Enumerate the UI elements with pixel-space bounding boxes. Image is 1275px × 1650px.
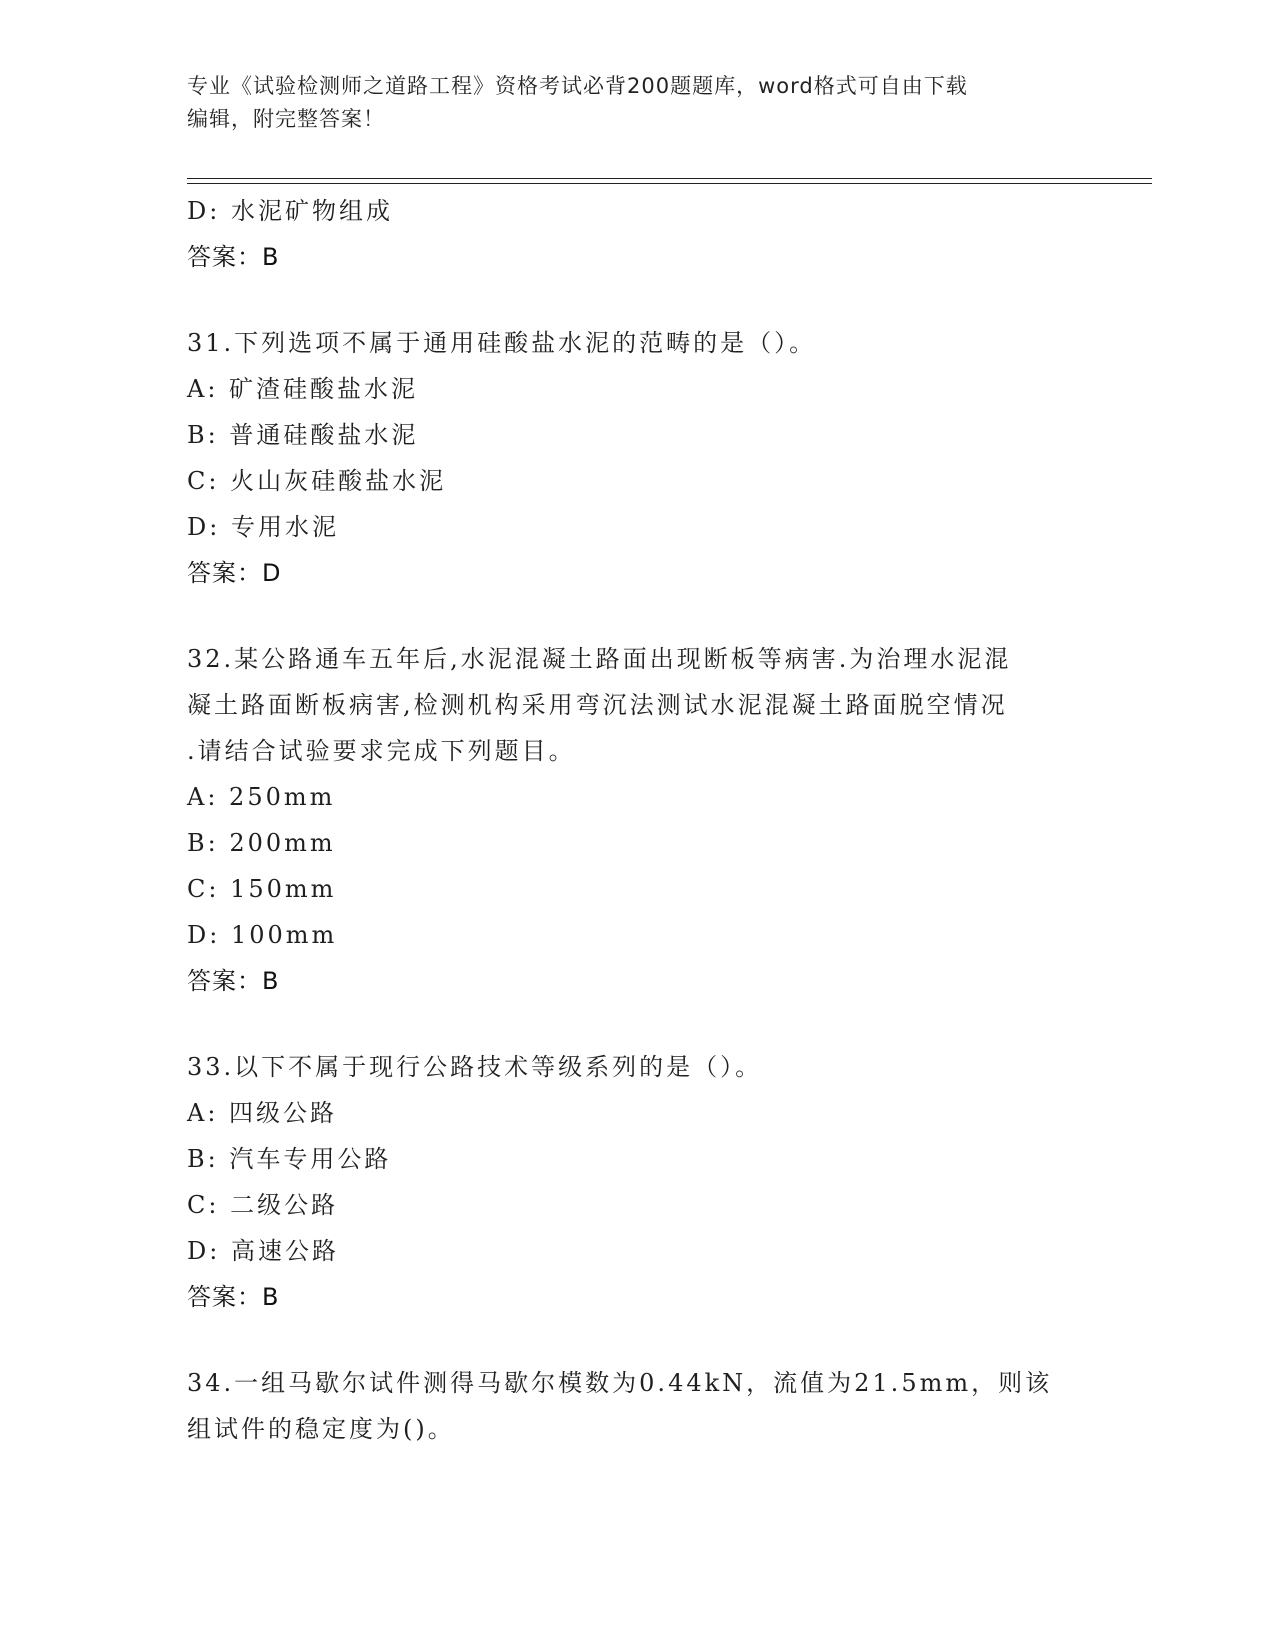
question-32-text-line3: .请结合试验要求完成下列题目。 [187, 737, 576, 765]
question-34 [187, 1360, 1087, 1452]
question-33-option-a: A: 四级公路 [187, 1099, 338, 1127]
document-header [187, 70, 1087, 136]
question-31 [187, 320, 1087, 596]
question-33-option-c: C: 二级公路 [187, 1191, 339, 1219]
prev-option-d: D: 水泥矿物组成 [187, 197, 393, 225]
question-34-text-line2: 组试件的稳定度为()。 [187, 1415, 455, 1443]
question-31-answer: 答案：D [187, 559, 282, 587]
question-32-text-line1: 32.某公路通车五年后,水泥混凝土路面出现断板等病害.为治理水泥混 [187, 645, 1012, 673]
question-31-option-a: A: 矿渣硅酸盐水泥 [187, 375, 419, 403]
question-32-option-a: A: 250mm [187, 783, 336, 811]
header-title-line2: 编辑，附完整答案！ [187, 107, 385, 131]
question-31-option-c: C: 火山灰硅酸盐水泥 [187, 467, 447, 495]
question-31-text: 31.下列选项不属于通用硅酸盐水泥的范畴的是（）。 [187, 329, 817, 357]
header-divider-bottom [187, 183, 1152, 184]
question-33-text: 33.以下不属于现行公路技术等级系列的是（）。 [187, 1053, 763, 1081]
question-list [187, 188, 1087, 1452]
question-33-answer: 答案：B [187, 1283, 280, 1311]
question-32-text-line2: 凝土路面断板病害,检测机构采用弯沉法测试水泥混凝土路面脱空情况 [187, 691, 1008, 719]
question-31-option-b: B: 普通硅酸盐水泥 [187, 421, 419, 449]
question-33-option-b: B: 汽车专用公路 [187, 1145, 392, 1173]
question-33 [187, 1044, 1087, 1320]
header-title-line1: 专业《试验检测师之道路工程》资格考试必背200题题库，word格式可自由下载 [187, 74, 968, 98]
question-34-text-line1: 34.一组马歇尔试件测得马歇尔模数为0.44kN，流值为21.5mm，则该 [187, 1369, 1053, 1397]
header-divider-top [187, 178, 1152, 179]
question-32-answer: 答案：B [187, 967, 280, 995]
question-32-option-c: C: 150mm [187, 875, 337, 903]
question-32-option-d: D: 100mm [187, 921, 338, 949]
question-32-option-b: B: 200mm [187, 829, 336, 857]
question-32 [187, 636, 1087, 1004]
prev-answer: 答案：B [187, 243, 280, 271]
question-33-option-d: D: 高速公路 [187, 1237, 339, 1265]
question-31-option-d: D: 专用水泥 [187, 513, 339, 541]
